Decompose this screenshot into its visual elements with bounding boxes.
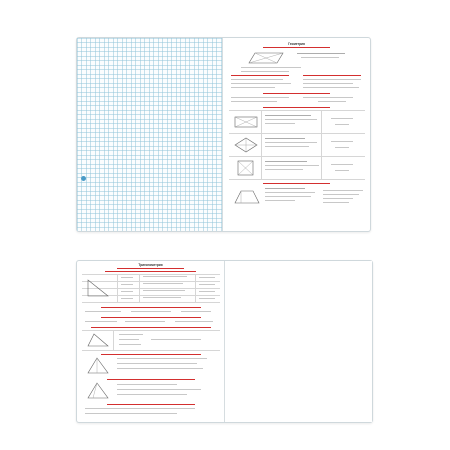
formula-text [301, 57, 339, 58]
formula-text [119, 334, 143, 335]
section-divider [117, 268, 184, 269]
table-row-divider [82, 302, 220, 303]
formula-text [265, 146, 309, 147]
table-cell-text [143, 290, 185, 291]
table-cell-text [199, 277, 215, 278]
formula-text [303, 83, 353, 84]
table-col-divider [139, 274, 140, 302]
table-cell-text [121, 291, 133, 292]
formula-text [265, 192, 315, 193]
formula-text [265, 119, 317, 120]
grid-page [77, 38, 223, 231]
formula-text [85, 321, 117, 322]
formula-text [318, 101, 346, 102]
formula-text [151, 339, 201, 340]
formula-text [323, 194, 359, 195]
formula-text [119, 344, 141, 345]
formula-text [241, 71, 289, 72]
formula-text [231, 83, 291, 84]
section-divider [231, 75, 289, 76]
formula-text [241, 67, 301, 68]
formula-text [265, 142, 317, 143]
notebook-spread-top [76, 37, 371, 232]
notebook-spread-bottom [76, 260, 373, 423]
table-col-divider [321, 110, 322, 179]
formula-text [265, 123, 295, 124]
formula-text [131, 311, 171, 312]
section-divider [101, 354, 201, 355]
formula-text [117, 389, 201, 390]
formula-text [335, 124, 349, 125]
reference-page-trigonometry [77, 261, 225, 422]
formula-text [331, 164, 353, 165]
table-cell-text [121, 277, 133, 278]
formula-text [323, 190, 363, 191]
section-divider [101, 317, 201, 318]
formula-text [117, 368, 203, 369]
triangle-figure [85, 332, 111, 348]
table-cell-text [199, 291, 215, 292]
formula-text [117, 384, 177, 385]
formula-text [331, 141, 353, 142]
formula-text [265, 115, 311, 116]
formula-text [297, 53, 345, 54]
formula-text [231, 79, 283, 80]
formula-text [303, 97, 353, 98]
table-row-divider [229, 156, 365, 157]
table-row-divider [82, 350, 220, 351]
section-divider [91, 327, 211, 328]
formula-text [335, 147, 349, 148]
triangle-figure [85, 356, 111, 376]
table-row-divider [229, 133, 365, 134]
table-row-divider [229, 179, 365, 180]
formula-text [117, 363, 197, 364]
table-col-divider [113, 330, 114, 350]
formula-text [85, 413, 177, 414]
blank-page [225, 261, 372, 422]
formula-text [323, 198, 353, 199]
table-cell-text [199, 298, 215, 299]
section-divider [263, 47, 330, 48]
parallelogram-figure [247, 51, 287, 65]
triangle-figure [85, 381, 111, 401]
formula-text [181, 311, 211, 312]
table-cell-text [143, 283, 183, 284]
section-divider [303, 75, 361, 76]
formula-text [231, 97, 289, 98]
formula-text [303, 79, 361, 80]
formula-text [85, 408, 195, 409]
table-row-divider [82, 274, 220, 275]
section-divider [105, 271, 196, 272]
page-title: Геометрия [288, 42, 305, 46]
binding-hole-icon [81, 176, 86, 181]
table-col-divider [117, 274, 118, 302]
formula-text [331, 118, 353, 119]
formula-text [117, 358, 207, 359]
formula-text [265, 138, 305, 139]
formula-text [265, 196, 311, 197]
formula-text [85, 311, 121, 312]
table-cell-text [199, 284, 215, 285]
formula-text [231, 87, 275, 88]
formula-text [119, 339, 139, 340]
right-triangle-figure [85, 277, 111, 299]
formula-text [265, 200, 295, 201]
table-cell-text [143, 297, 181, 298]
section-divider [263, 183, 330, 184]
square-figure [235, 159, 257, 177]
section-divider [263, 93, 330, 94]
formula-text [303, 87, 359, 88]
formula-text [175, 321, 213, 322]
rectangle-figure [233, 114, 259, 130]
reference-page-geometry [223, 38, 370, 231]
table-row-divider [229, 110, 365, 111]
table-cell-text [121, 298, 133, 299]
formula-text [323, 202, 349, 203]
table-col-divider [195, 274, 196, 302]
table-cell-text [143, 276, 187, 277]
rhombus-figure [233, 136, 259, 154]
formula-text [117, 394, 187, 395]
formula-text [265, 161, 307, 162]
section-divider [263, 107, 330, 108]
table-row-divider [82, 330, 220, 331]
trapezoid-figure [233, 188, 261, 206]
formula-text [265, 169, 303, 170]
section-divider [107, 404, 195, 405]
formula-text [265, 165, 319, 166]
formula-text [125, 321, 165, 322]
formula-text [265, 188, 305, 189]
section-divider [101, 307, 201, 308]
formula-text [231, 101, 277, 102]
section-divider [107, 379, 195, 380]
table-cell-text [121, 284, 133, 285]
page-title: Тригонометрия [138, 263, 163, 267]
formula-text [335, 170, 349, 171]
table-col-divider [261, 110, 262, 179]
